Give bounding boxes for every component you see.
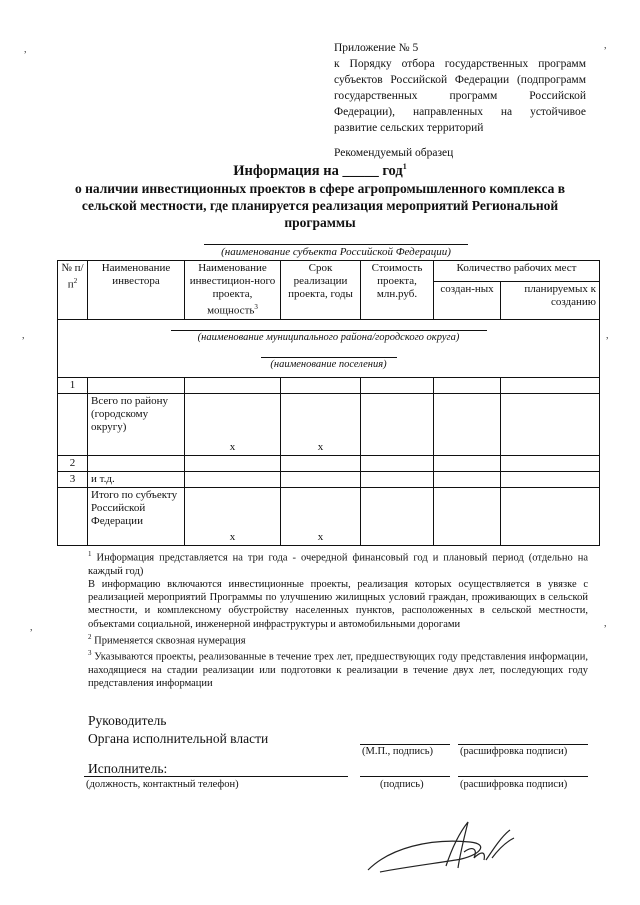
title-line-1: Информация на _____ год$^1$ (233, 162, 407, 179)
row-num: 3 (58, 471, 88, 487)
head-title-line-2: Органа исполнительной власти (88, 731, 269, 746)
appendix-text: к Порядку отбора государственных программ субъектов Российской Федерации (подпрограмм государственных программ Российской Федерации), направленных на устойчивое развитие сельских территорий (334, 58, 586, 134)
investment-projects-table (57, 260, 600, 546)
margin-mark: , (604, 40, 607, 51)
settlement-caption: (наименование поселения) (261, 357, 397, 371)
footnote-1-details: В информацию включаются инвестиционные проекты, реализация которых осуществляется в увязке с реализацией мероприятий Программы по улучшению жилищных условий граждан, проживающих в сельской местности, и комплексному обустройству населенных пунктов, расположенных в сельской местности, объектами социальной, инженерной инфраструктуры и автомобильными дорогами (88, 578, 588, 630)
table-header-row (58, 261, 600, 282)
header-investor: Наименование инвестора (88, 261, 185, 320)
margin-mark: , (606, 330, 609, 341)
district-total-label: Всего по району (городскому округу) (88, 393, 185, 455)
decode-caption: (расшифровка подписи) (460, 779, 568, 790)
etc-label: и т.д. (88, 471, 185, 487)
header-jobs: Количество рабочих мест (434, 261, 600, 282)
header-jobs-planned: планируемых к созданию (501, 281, 600, 319)
footnote-3: $^3$ Указываются проекты, реализованные в течение трех лет, предшествующих году представления информации, находящиеся на стадии реализации или подготовки к реализации в течение двух лет, последующих году представления информации (88, 649, 588, 690)
position-phone-caption: (должность, контактный телефон) (86, 779, 239, 790)
position-line (84, 776, 348, 777)
appendix-number: Приложение № 5 (334, 42, 419, 54)
recommended-sample-label: Рекомендуемый образец (334, 147, 454, 159)
header-num: № $п/п^2$ (58, 261, 88, 320)
title-line-2: о наличии инвестиционных проектов в сфере агропромышленного комплекса в сельской местности, где планируется реализация мероприятий Региональной программы (74, 180, 566, 230)
executor-label: Исполнитель: (88, 761, 168, 776)
mp-sign-caption: (М.П., подпись) (362, 746, 434, 757)
district-total-row (58, 393, 600, 455)
appendix-block (334, 40, 586, 161)
x-mark: x (281, 393, 361, 455)
header-term: Срок реализации проекта, годы (281, 261, 361, 320)
row-num: 2 (58, 455, 88, 471)
margin-mark: , (22, 330, 25, 341)
sign-caption: (подпись) (380, 779, 424, 790)
footnote-1: $^1$ Информация представляется на три года - очередной финансовый год и плановый период (отдельно на каждый год) (88, 550, 588, 577)
head-title-line-1: Руководитель (88, 713, 167, 728)
document-title (60, 158, 580, 231)
footnotes (88, 548, 588, 691)
table-row (58, 471, 600, 487)
decode-caption: (расшифровка подписи) (460, 746, 568, 757)
row-num: 1 (58, 377, 88, 393)
x-mark: x (185, 393, 281, 455)
subject-caption: (наименование субъекта Российской Федерации) (204, 244, 468, 259)
margin-mark: , (30, 622, 33, 633)
x-mark: x (185, 487, 281, 545)
footnote-2: $^2$ Применяется сквозная нумерация (88, 632, 246, 647)
margin-mark: , (604, 618, 607, 629)
table-row (58, 455, 600, 471)
captions-row (58, 319, 600, 377)
subject-total-row (58, 487, 600, 545)
decode-line (458, 776, 588, 777)
header-project: Наименование инвестицион-ного проекта, мощность$^3$ (185, 261, 281, 320)
header-jobs-created: создан-ных (434, 281, 501, 319)
x-mark: x (281, 487, 361, 545)
signature-line (360, 776, 450, 777)
margin-mark: , (24, 44, 27, 55)
header-cost: Стоимость проекта, млн.руб. (361, 261, 434, 320)
subject-total-label: Итого по субъекту Российской Федерации (88, 487, 185, 545)
table-row (58, 377, 600, 393)
district-caption: (наименование муниципального района/городского округа) (171, 330, 487, 344)
handwritten-signature (360, 808, 530, 888)
